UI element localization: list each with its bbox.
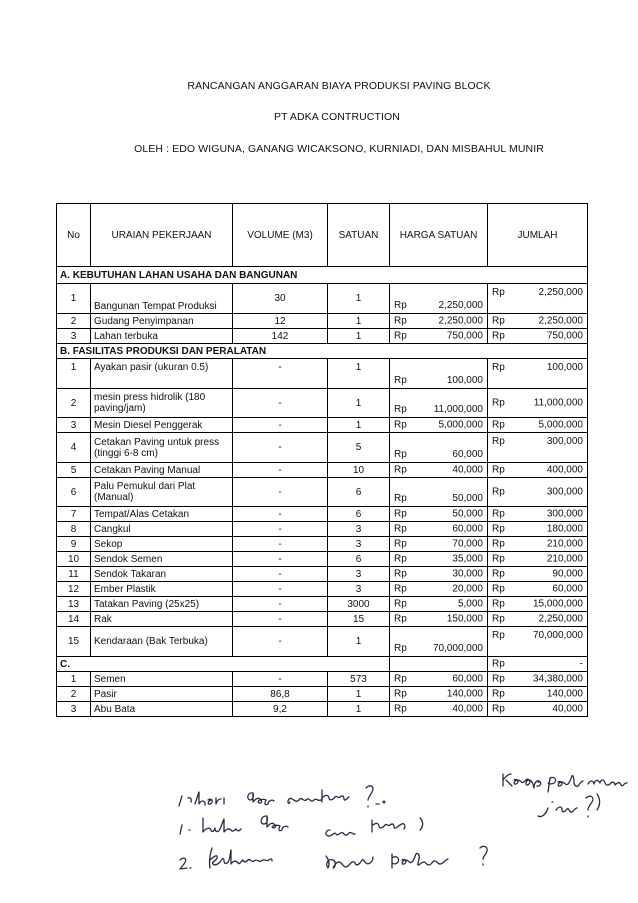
table-row xyxy=(57,702,588,717)
table-row xyxy=(57,672,588,687)
row-uraian: Palu Pemukul dari Plat (Manual) xyxy=(91,478,233,507)
row-uraian: Tatakan Paving (25x25) xyxy=(91,597,233,612)
row-jumlah-value: 300,000 xyxy=(546,436,583,447)
row-no: 3 xyxy=(57,702,91,717)
currency-label: Rp xyxy=(394,493,407,504)
row-volume: - xyxy=(233,582,328,597)
currency-label: Rp xyxy=(394,419,407,431)
row-jumlah-value: 140,000 xyxy=(546,688,583,700)
row-jumlah-value: 2,250,000 xyxy=(538,315,583,327)
row-no: 8 xyxy=(57,522,91,537)
row-harga-value: 35,000 xyxy=(452,553,483,565)
currency-label: Rp xyxy=(492,330,505,342)
table-row xyxy=(57,552,588,567)
row-satuan: 1 xyxy=(328,314,390,329)
currency-label: Rp xyxy=(394,404,407,415)
row-volume: - xyxy=(233,418,328,433)
currency-label: Rp xyxy=(394,538,407,550)
row-jumlah-value: 100,000 xyxy=(546,362,583,373)
row-no: 15 xyxy=(57,627,91,657)
note-right xyxy=(503,774,627,817)
table-header-row xyxy=(57,204,588,267)
row-uraian: Tempat/Alas Cetakan xyxy=(91,507,233,522)
currency-label: Rp xyxy=(394,598,407,610)
row-jumlah-value: 11,000,000 xyxy=(533,397,583,409)
row-harga xyxy=(390,537,488,552)
row-harga-value: 20,000 xyxy=(452,583,483,595)
row-uraian: Mesin Diesel Penggerak xyxy=(91,418,233,433)
row-harga xyxy=(390,522,488,537)
currency-label: Rp xyxy=(394,523,407,535)
row-harga-value: 60,000 xyxy=(452,449,483,460)
row-satuan: 1 xyxy=(328,359,390,389)
row-uraian: Bangunan Tempat Produksi xyxy=(91,284,233,314)
row-jumlah xyxy=(488,389,588,418)
table-row xyxy=(57,612,588,627)
row-harga xyxy=(390,478,488,507)
row-uraian: Ember Plastik xyxy=(91,582,233,597)
row-jumlah xyxy=(488,314,588,329)
currency-label: Rp xyxy=(394,553,407,565)
note-line-1 xyxy=(179,786,385,807)
row-volume: - xyxy=(233,627,328,657)
row-uraian: Gudang Penyimpanan xyxy=(91,314,233,329)
row-no: 3 xyxy=(57,329,91,344)
row-jumlah-value: 34,380,000 xyxy=(532,673,583,685)
currency-label: Rp xyxy=(492,508,505,520)
header-satuan: SATUAN xyxy=(328,204,390,267)
currency-label: Rp xyxy=(492,397,505,409)
row-jumlah xyxy=(488,627,588,657)
row-volume: - xyxy=(233,507,328,522)
row-harga xyxy=(390,359,488,389)
currency-label: Rp xyxy=(394,315,407,327)
section-title: B. FASILITAS PRODUKSI DAN PERALATAN xyxy=(57,344,588,359)
table-row xyxy=(57,567,588,582)
currency-label: Rp xyxy=(394,703,407,715)
currency-label: Rp xyxy=(492,630,505,641)
header-volume: VOLUME (M3) xyxy=(233,204,328,267)
row-jumlah-value: 210,000 xyxy=(546,553,583,565)
row-no: 13 xyxy=(57,597,91,612)
row-harga-value: 40,000 xyxy=(452,464,483,476)
currency-label: Rp xyxy=(492,673,505,685)
row-jumlah-value: 300,000 xyxy=(546,486,583,498)
row-harga xyxy=(390,567,488,582)
row-satuan: 1 xyxy=(328,329,390,344)
row-harga-value: 60,000 xyxy=(452,523,483,535)
row-jumlah-value: 300,000 xyxy=(546,508,583,520)
row-harga-value: 150,000 xyxy=(446,613,483,625)
currency-label: Rp xyxy=(394,613,407,625)
row-jumlah xyxy=(488,687,588,702)
row-jumlah-value: 5,000,000 xyxy=(538,419,583,431)
row-harga xyxy=(390,552,488,567)
row-jumlah xyxy=(488,567,588,582)
empty-cell xyxy=(390,657,488,672)
row-satuan: 3 xyxy=(328,522,390,537)
row-satuan: 15 xyxy=(328,612,390,627)
row-satuan: 6 xyxy=(328,552,390,567)
row-harga xyxy=(390,418,488,433)
row-harga xyxy=(390,597,488,612)
currency-label: Rp xyxy=(394,673,407,685)
row-jumlah-value: 400,000 xyxy=(546,464,583,476)
row-volume: 30 xyxy=(233,284,328,314)
currency-label: Rp xyxy=(492,419,505,431)
row-harga xyxy=(390,314,488,329)
row-harga xyxy=(390,582,488,597)
row-harga-value: 750,000 xyxy=(446,330,483,342)
row-no: 12 xyxy=(57,582,91,597)
row-satuan: 5 xyxy=(328,433,390,463)
row-harga-value: 140,000 xyxy=(446,688,483,700)
row-no: 10 xyxy=(57,552,91,567)
currency-label: Rp xyxy=(394,688,407,700)
currency-label: Rp xyxy=(394,568,407,580)
row-volume: 12 xyxy=(233,314,328,329)
table-row xyxy=(57,537,588,552)
row-jumlah-value: 2,250,000 xyxy=(538,287,583,298)
row-satuan: 1 xyxy=(328,389,390,418)
currency-label: Rp xyxy=(492,315,505,327)
row-uraian: Abu Bata xyxy=(91,702,233,717)
row-no: 9 xyxy=(57,537,91,552)
row-uraian: Pasir xyxy=(91,687,233,702)
row-harga xyxy=(390,702,488,717)
row-jumlah xyxy=(488,359,588,389)
header-jumlah: JUMLAH xyxy=(488,204,588,267)
row-uraian: Cangkul xyxy=(91,522,233,537)
currency-label: Rp xyxy=(492,598,505,610)
currency-label: Rp xyxy=(492,688,505,700)
row-harga-value: 60,000 xyxy=(452,673,483,685)
section-header xyxy=(57,657,588,672)
currency-label: Rp xyxy=(492,464,505,476)
row-jumlah xyxy=(488,612,588,627)
row-volume: - xyxy=(233,478,328,507)
table-row xyxy=(57,597,588,612)
note-line-3 xyxy=(180,846,487,869)
row-no: 2 xyxy=(57,687,91,702)
row-jumlah xyxy=(488,702,588,717)
table-row xyxy=(57,389,588,418)
table-row xyxy=(57,284,588,314)
currency-label: Rp xyxy=(394,330,407,342)
row-jumlah xyxy=(488,552,588,567)
currency-label: Rp xyxy=(394,643,407,654)
currency-label: Rp xyxy=(394,449,407,460)
budget-table xyxy=(56,203,588,717)
currency-label: Rp xyxy=(492,538,505,550)
row-volume: - xyxy=(233,552,328,567)
row-no: 2 xyxy=(57,389,91,418)
currency-label: Rp xyxy=(492,568,505,580)
row-volume: - xyxy=(233,359,328,389)
row-harga-value: 100,000 xyxy=(446,375,483,386)
table-row xyxy=(57,582,588,597)
row-uraian: Rak xyxy=(91,612,233,627)
section-header xyxy=(57,344,588,359)
row-volume: - xyxy=(233,463,328,478)
row-volume: - xyxy=(233,567,328,582)
row-harga xyxy=(390,329,488,344)
row-volume: - xyxy=(233,537,328,552)
row-volume: - xyxy=(233,612,328,627)
document-title: RANCANGAN ANGGARAN BIAYA PRODUKSI PAVING BLOCK xyxy=(187,80,491,92)
row-uraian: Lahan terbuka xyxy=(91,329,233,344)
row-no: 5 xyxy=(57,463,91,478)
row-harga xyxy=(390,389,488,418)
currency-label: Rp xyxy=(492,583,505,595)
currency-label: Rp xyxy=(492,553,505,565)
note-line-2 xyxy=(180,816,423,836)
currency-label: Rp xyxy=(492,436,505,447)
header-no: No xyxy=(57,204,91,267)
row-jumlah xyxy=(488,433,588,463)
row-volume: 142 xyxy=(233,329,328,344)
row-satuan: 6 xyxy=(328,507,390,522)
table-row xyxy=(57,522,588,537)
row-harga-value: 2,250,000 xyxy=(438,315,483,327)
row-volume: - xyxy=(233,389,328,418)
row-satuan: 1 xyxy=(328,418,390,433)
table-row xyxy=(57,687,588,702)
row-jumlah xyxy=(488,672,588,687)
row-uraian: Sendok Semen xyxy=(91,552,233,567)
row-jumlah xyxy=(488,507,588,522)
authors-line: OLEH : EDO WIGUNA, GANANG WICAKSONO, KURNIADI, DAN MISBAHUL MUNIR xyxy=(134,143,544,155)
currency-label: Rp xyxy=(492,523,505,535)
row-jumlah xyxy=(488,329,588,344)
table-row xyxy=(57,478,588,507)
row-volume: 86,8 xyxy=(233,687,328,702)
header-uraian: URAIAN PEKERJAAN xyxy=(91,204,233,267)
currency-label: Rp xyxy=(492,287,505,298)
row-uraian: Sekop xyxy=(91,537,233,552)
row-satuan: 10 xyxy=(328,463,390,478)
section-header xyxy=(57,267,588,284)
row-harga-value: 40,000 xyxy=(452,703,483,715)
row-harga xyxy=(390,612,488,627)
row-harga-value: 30,000 xyxy=(452,568,483,580)
row-jumlah-value: 2,250,000 xyxy=(538,613,583,625)
row-no: 11 xyxy=(57,567,91,582)
row-satuan: 6 xyxy=(328,478,390,507)
row-no: 4 xyxy=(57,433,91,463)
row-uraian: Kendaraan (Bak Terbuka) xyxy=(91,627,233,657)
row-jumlah-value: 60,000 xyxy=(552,583,583,595)
currency-label: Rp xyxy=(492,486,505,498)
table-row xyxy=(57,418,588,433)
row-no: 1 xyxy=(57,672,91,687)
row-harga-value: 5,000,000 xyxy=(438,419,483,431)
row-no: 2 xyxy=(57,314,91,329)
row-no: 1 xyxy=(57,359,91,389)
row-satuan: 1 xyxy=(328,687,390,702)
row-uraian: Semen xyxy=(91,672,233,687)
section-title: A. KEBUTUHAN LAHAN USAHA DAN BANGUNAN xyxy=(57,267,588,284)
row-jumlah xyxy=(488,582,588,597)
row-volume: - xyxy=(233,672,328,687)
row-satuan: 3000 xyxy=(328,597,390,612)
table-row xyxy=(57,329,588,344)
row-jumlah xyxy=(488,478,588,507)
row-harga xyxy=(390,284,488,314)
currency-label: Rp xyxy=(492,613,505,625)
row-no: 14 xyxy=(57,612,91,627)
header-harga: HARGA SATUAN xyxy=(390,204,488,267)
row-harga xyxy=(390,433,488,463)
row-uraian: Ayakan pasir (ukuran 0.5) xyxy=(91,359,233,389)
section-total xyxy=(488,657,588,672)
currency-label: Rp xyxy=(394,464,407,476)
row-jumlah xyxy=(488,537,588,552)
row-jumlah xyxy=(488,284,588,314)
currency-label: Rp xyxy=(394,508,407,520)
row-jumlah xyxy=(488,463,588,478)
row-jumlah-value: 15,000,000 xyxy=(532,598,583,610)
row-uraian: Cetakan Paving Manual xyxy=(91,463,233,478)
row-jumlah-value: 70,000,000 xyxy=(532,630,583,641)
handwritten-notes xyxy=(0,760,638,903)
currency-label: Rp xyxy=(492,658,505,670)
row-harga-value: 70,000,000 xyxy=(432,643,483,654)
row-jumlah-value: 750,000 xyxy=(546,330,583,342)
currency-label: Rp xyxy=(394,300,407,311)
row-harga-value: 50,000 xyxy=(452,493,483,504)
currency-label: Rp xyxy=(394,375,407,386)
row-no: 3 xyxy=(57,418,91,433)
row-harga xyxy=(390,627,488,657)
company-name: PT ADKA CONTRUCTION xyxy=(274,111,400,123)
row-uraian: Sendok Takaran xyxy=(91,567,233,582)
row-jumlah-value: 40,000 xyxy=(552,703,583,715)
row-jumlah-value: 210,000 xyxy=(546,538,583,550)
row-jumlah xyxy=(488,522,588,537)
table-row xyxy=(57,433,588,463)
row-harga-value: 70,000 xyxy=(452,538,483,550)
table-row xyxy=(57,359,588,389)
row-no: 7 xyxy=(57,507,91,522)
row-harga xyxy=(390,507,488,522)
row-volume: - xyxy=(233,522,328,537)
currency-label: Rp xyxy=(492,703,505,715)
row-satuan: 1 xyxy=(328,627,390,657)
table-row xyxy=(57,314,588,329)
section-title: C. xyxy=(57,657,390,672)
section-total-value: - xyxy=(579,658,583,670)
row-jumlah xyxy=(488,418,588,433)
row-satuan: 3 xyxy=(328,582,390,597)
row-jumlah-value: 180,000 xyxy=(546,523,583,535)
row-satuan: 1 xyxy=(328,702,390,717)
table-row xyxy=(57,463,588,478)
row-uraian: mesin press hidrolik (180 paving/jam) xyxy=(91,389,233,418)
row-no: 6 xyxy=(57,478,91,507)
row-harga-value: 50,000 xyxy=(452,508,483,520)
row-volume: - xyxy=(233,597,328,612)
currency-label: Rp xyxy=(492,362,505,373)
row-jumlah xyxy=(488,597,588,612)
row-volume: 9,2 xyxy=(233,702,328,717)
row-uraian: Cetakan Paving untuk press (tinggi 6-8 cm) xyxy=(91,433,233,463)
row-harga xyxy=(390,672,488,687)
row-harga xyxy=(390,463,488,478)
row-harga-value: 5,000 xyxy=(457,598,483,610)
row-harga-value: 2,250,000 xyxy=(438,300,483,311)
row-satuan: 3 xyxy=(328,567,390,582)
row-harga-value: 11,000,000 xyxy=(433,404,483,415)
currency-label: Rp xyxy=(394,583,407,595)
row-harga xyxy=(390,687,488,702)
row-satuan: 1 xyxy=(328,284,390,314)
table-row xyxy=(57,507,588,522)
row-satuan: 3 xyxy=(328,537,390,552)
row-volume: - xyxy=(233,433,328,463)
row-jumlah-value: 90,000 xyxy=(552,568,583,580)
row-satuan: 573 xyxy=(328,672,390,687)
budget-table-body xyxy=(57,204,588,717)
row-no: 1 xyxy=(57,284,91,314)
table-row xyxy=(57,627,588,657)
